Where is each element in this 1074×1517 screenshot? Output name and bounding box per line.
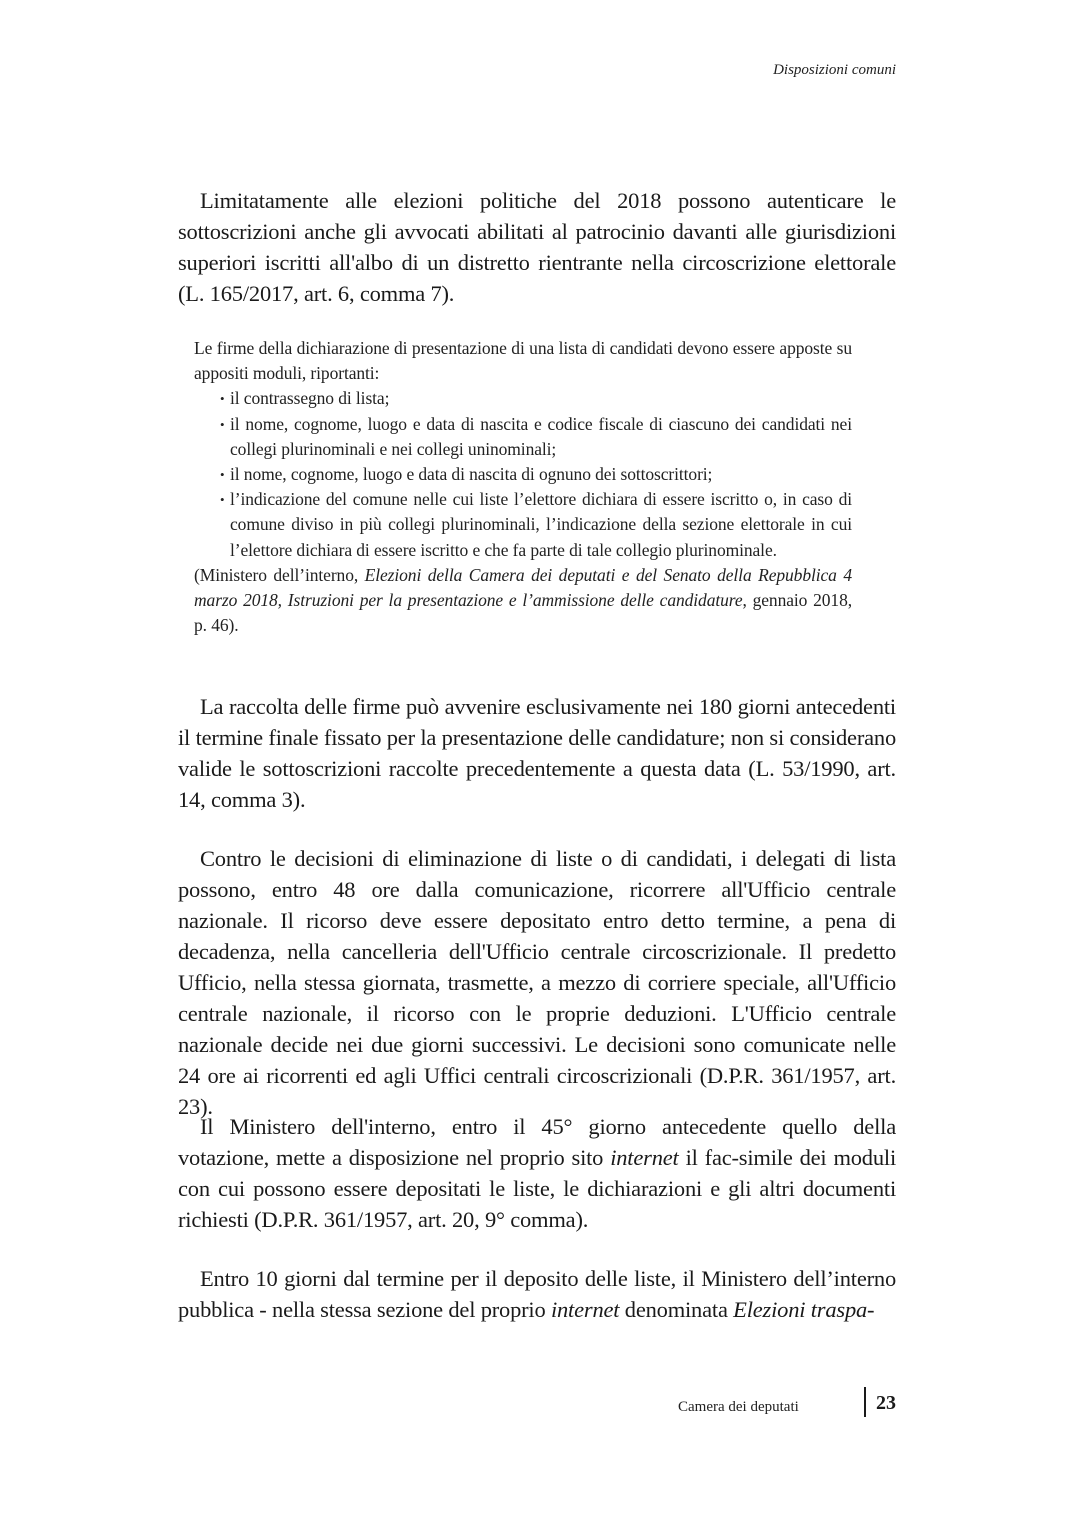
paragraph-publication [178, 1263, 896, 1325]
paragraph-text: il fac-simile dei moduli con cui possono essere depositati le liste, le dichiarazioni e gli altri documenti richiesti (D.P.R. 361/1957, art. 20, 9° comma). [178, 1145, 896, 1232]
citation-title: Elezioni della Camera dei deputati e del Senato della Repubblica 4 marzo 2018, Istruzioni per la presentazione e l’ammissione delle candidature [194, 564, 852, 611]
paragraph-text: Il Ministero dell'interno, entro il 45° giorno antecedente quello della votazione, mette a disposizione nel proprio sito [178, 1114, 896, 1170]
quote-bullet-list [194, 386, 852, 562]
paragraph-signature-collection [178, 691, 896, 815]
paragraph-appeals [178, 843, 896, 1122]
paragraph-italic: internet [610, 1145, 679, 1170]
citation-text: , gennaio 2018, p. 46). [194, 590, 852, 636]
quote-source-citation [194, 563, 852, 639]
bullet-icon: • [220, 467, 225, 483]
list-item-text: l’indicazione del comune nelle cui liste l’elettore dichiara di essere iscritto o, in caso di comune diviso in più collegi plurinominali, l’indicazione della sezione elettorale in cui l’elettore dichiara di essere iscritto e che fa parte di tale collegio plurinominale. [230, 489, 852, 560]
paragraph-text: Contro le decisioni di eliminazione di liste o di candidati, i delegati di lista possono, entro 48 ore dalla comunicazione, ricorrere all'Ufficio centrale nazionale. Il ricorso deve essere depositato entro detto termine, a pena di decadenza, nella cancelleria dell'Ufficio centrale circoscrizionale. Il predetto Ufficio, nella stessa giornata, trasmette, a mezzo di corriere speciale, all'Ufficio centrale nazionale, il ricorso con le proprie deduzioni. L'Ufficio centrale nazionale decide nei due giorni successivi. Le decisioni sono comunicate nelle 24 ore ai ricorrenti ed agli Uffici centrali circoscrizionali (D.P.R. 361/1957, art. 23). [178, 846, 896, 1119]
bullet-icon: • [220, 391, 225, 407]
footer-publisher: Camera dei deputati [678, 1399, 799, 1415]
page-number: 23 [876, 1392, 896, 1414]
quoted-instructions-block [194, 336, 852, 638]
list-item [220, 462, 852, 487]
running-header-title: Disposizioni comuni [773, 62, 896, 78]
list-item [220, 487, 852, 563]
bullet-icon: • [220, 416, 225, 432]
paragraph-text: Entro 10 giorni dal termine per il deposito delle liste, il Ministero dell’interno pubblica - nella stessa sezione del proprio [178, 1266, 896, 1322]
paragraph-italic: Elezioni traspa- [733, 1297, 875, 1322]
list-item-text: il contrassegno di lista; [230, 388, 390, 409]
list-item [220, 412, 852, 462]
quote-intro: Le firme della dichiarazione di presentazione di una lista di candidati devono essere apposte su appositi moduli, riportanti: [194, 338, 852, 384]
paragraph-authentication [178, 185, 896, 309]
citation-text: (Ministero dell’interno, [194, 564, 365, 585]
paragraph-text: Limitatamente alle elezioni politiche del 2018 possono autenticare le sottoscrizioni anche gli avvocati abilitati al patrocinio davanti alle giurisdizioni superiori iscritti all'albo di un distretto rientrante nella circoscrizione elettorale (L. 165/2017, art. 6, comma 7). [178, 188, 896, 306]
paragraph-text: denominata [619, 1297, 734, 1322]
paragraph-italic: internet [550, 1297, 620, 1322]
paragraph-text: La raccolta delle firme può avvenire esclusivamente nei 180 giorni antecedenti il termine finale fissato per la presentazione delle candidature; non si considerano valide le sottoscrizioni raccolte precedentemente a questa data (L. 53/1990, art. 14, comma 3). [178, 694, 896, 812]
footer-divider [864, 1387, 866, 1417]
bullet-icon: • [220, 492, 225, 508]
paragraph-ministry-forms [178, 1111, 896, 1235]
list-item-text: il nome, cognome, luogo e data di nascita e codice fiscale di ciascuno dei candidati nei collegi plurinominali e nei collegi uninominali; [230, 413, 852, 459]
list-item-text: il nome, cognome, luogo e data di nascita di ognuno dei sottoscrittori; [230, 464, 713, 485]
list-item [220, 386, 852, 411]
